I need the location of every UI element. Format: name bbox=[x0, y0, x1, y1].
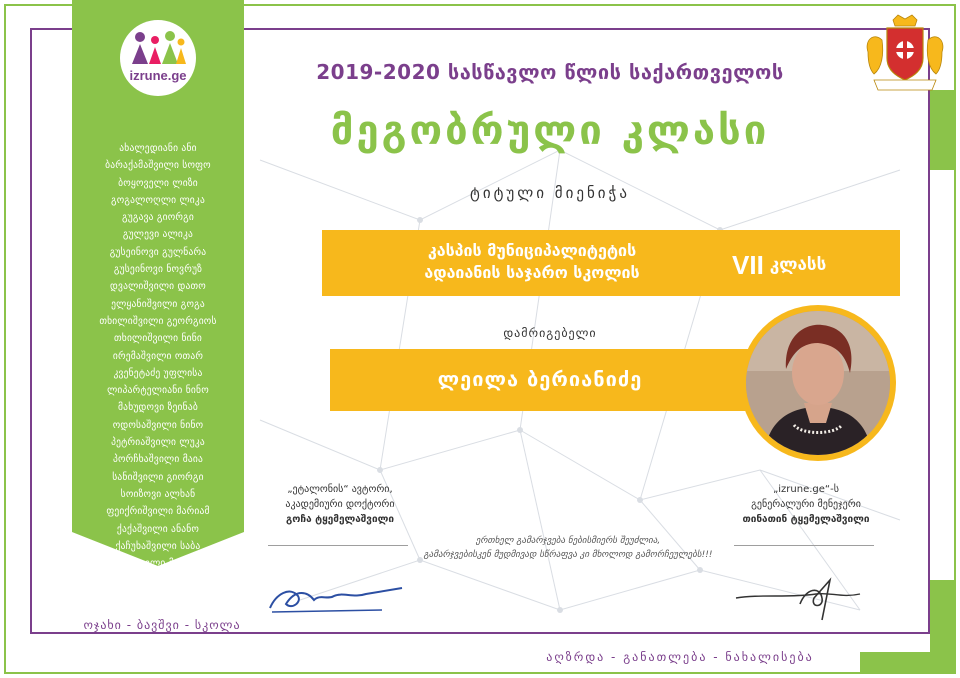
student-name: ქაქაშვილი ანანო bbox=[116, 523, 200, 535]
student-name: პორჩხაშვილი მაია bbox=[112, 454, 204, 466]
student-name: დვალიშვილი დათო bbox=[110, 281, 206, 293]
student-name: ბარაქამაშვილი სოფო bbox=[105, 160, 211, 172]
author-name: გოჩა ტყემელაშვილი bbox=[286, 514, 394, 525]
signature-line bbox=[268, 545, 408, 546]
manager-org: „izrune.ge“-ს bbox=[773, 484, 839, 495]
student-name: ქაჩუხაშვილი საბა bbox=[115, 540, 201, 552]
motto-line-2: გამარჯვებისკენ მუდმივად სწრაფვა კი მხოლოდ გამორჩეულებს!!! bbox=[423, 550, 713, 560]
year-title: 2019-2020 სასწავლო წლის საქართველოს bbox=[316, 60, 784, 84]
portrait-image bbox=[746, 311, 890, 455]
mentor-label: დამრიგებელი bbox=[503, 326, 597, 340]
student-name: ელყანიშვილი გოგა bbox=[111, 298, 205, 310]
motto-line-1: ერთხელ გამარჯვება ნებისმიერს შეუძლია, bbox=[475, 536, 661, 546]
school-band bbox=[322, 230, 900, 296]
student-name: პეტრიაშვილი ლუკა bbox=[111, 437, 205, 449]
student-name: გულევი ალიკა bbox=[122, 229, 194, 241]
school-line-1: კასპის მუნიციპალიტეტის bbox=[427, 241, 637, 260]
family-people-icon bbox=[128, 30, 188, 70]
school-name bbox=[362, 240, 702, 284]
student-name: ირემაშვილი ოთარ bbox=[112, 350, 204, 362]
student-name: ხოდელი მათე bbox=[124, 558, 192, 570]
student-name: გუსეინოვი ნოვრუზ bbox=[113, 264, 203, 276]
school-line-2: ადაიანის საჯარო სკოლის bbox=[424, 263, 640, 282]
author-degree: აკადემიური დოქტორი bbox=[285, 499, 395, 510]
signature-author bbox=[240, 482, 440, 527]
student-name: სანიშვილი გიორგი bbox=[112, 471, 204, 483]
logo-text: izrune.ge bbox=[129, 68, 187, 83]
student-name: გუგავა გიორგი bbox=[121, 212, 195, 224]
grade-word: კლასს bbox=[769, 255, 827, 275]
manager-role: გენერალური მენეჯერი bbox=[751, 499, 861, 510]
student-name: გუსეინოვი გულნარა bbox=[109, 246, 207, 258]
student-name: მახუდოვი ზეინაბ bbox=[118, 402, 198, 414]
student-name: ლიპარტელიანი ნინო bbox=[107, 385, 209, 397]
student-name: ოდოსაშვილი ნინო bbox=[112, 419, 204, 431]
manager-name: თინათინ ტყემელაშვილი bbox=[742, 514, 870, 525]
student-name: გოგალოღლი ლიკა bbox=[111, 194, 205, 206]
awarded-label: ტიტული მიენიჭა bbox=[470, 184, 630, 202]
footer-slogan: აღზრდა - განათლება - ნახალისება bbox=[546, 650, 814, 664]
signature-scribble bbox=[262, 570, 412, 616]
motto bbox=[418, 534, 718, 562]
signature-manager bbox=[706, 482, 906, 527]
family-slogan: ოჯახი - ბავშვი - სკოლა bbox=[83, 618, 241, 632]
grade-roman: VII bbox=[732, 250, 764, 280]
student-name: კვენეტაძე უფლისა bbox=[113, 367, 203, 379]
student-name: თხილიშვილი ნინი bbox=[113, 333, 203, 345]
georgia-coat-of-arms-icon bbox=[860, 14, 950, 94]
student-name: ფეიქრიშვილი მარიამ bbox=[106, 506, 210, 518]
student-name: ახალედიანი ანი bbox=[119, 143, 197, 154]
student-name: თხილიშვილი გეორგიოს bbox=[99, 315, 217, 327]
mentor-name: ლეილა ბერიანიძე bbox=[437, 367, 643, 391]
student-name: ბოყოველი ლიზი bbox=[118, 177, 198, 189]
student-name: სოიზოვი ალხან bbox=[120, 488, 196, 500]
author-role: „ეტალონის“ ავტორი, bbox=[287, 484, 393, 495]
main-title: მეგობრული კლასი bbox=[330, 108, 770, 154]
teacher-photo bbox=[746, 311, 890, 455]
signature-scribble bbox=[730, 568, 890, 632]
grade-label bbox=[732, 250, 826, 281]
mentor-band bbox=[330, 349, 760, 411]
student-list bbox=[76, 140, 240, 572]
signature-line bbox=[734, 545, 874, 546]
